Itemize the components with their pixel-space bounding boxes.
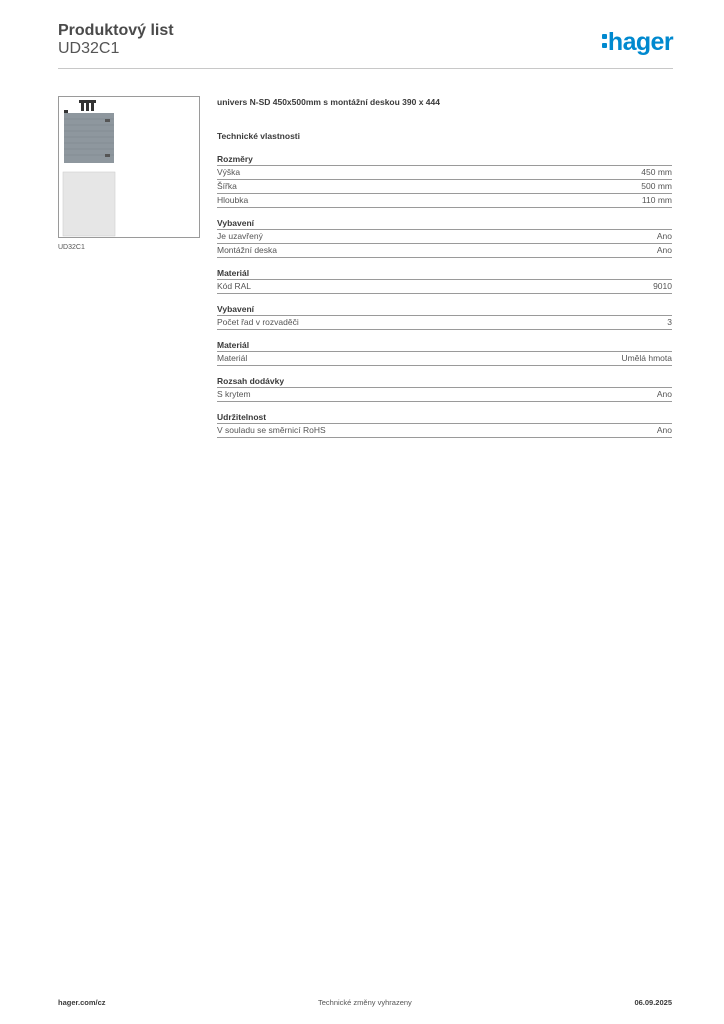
spec-value: 9010 bbox=[653, 281, 672, 291]
spec-label: Kód RAL bbox=[217, 281, 252, 291]
spec-group-dimensions bbox=[217, 153, 672, 208]
spec-label: Materiál bbox=[217, 353, 248, 363]
logo-dots-icon bbox=[602, 28, 607, 50]
header-divider bbox=[58, 68, 673, 69]
spec-row-depth bbox=[217, 194, 672, 208]
spec-value: Ano bbox=[656, 389, 672, 399]
spec-value: Ano bbox=[656, 425, 672, 435]
spec-group-title: Udržitelnost bbox=[217, 411, 672, 424]
logo-text: hager bbox=[607, 28, 673, 56]
technical-properties-heading: Technické vlastnosti bbox=[217, 131, 300, 141]
footer-date: 06.09.2025 bbox=[634, 998, 672, 1007]
page-header bbox=[58, 20, 673, 70]
spec-row-mounting-plate bbox=[217, 244, 672, 258]
spec-value: 3 bbox=[667, 317, 672, 327]
hager-logo bbox=[602, 28, 673, 57]
spec-label: V souladu se směrnicí RoHS bbox=[217, 425, 326, 435]
spec-group-title: Rozměry bbox=[217, 153, 672, 166]
spec-group-title: Materiál bbox=[217, 267, 672, 280]
spec-label: Montážní deska bbox=[217, 245, 278, 255]
spec-value: Ano bbox=[656, 245, 672, 255]
enclosure-illustration bbox=[59, 97, 199, 237]
spec-row-with-cover bbox=[217, 388, 672, 402]
spec-group-material-ral bbox=[217, 267, 672, 294]
product-image-caption: UD32C1 bbox=[58, 244, 85, 251]
spec-value: Umělá hmota bbox=[621, 353, 672, 363]
document-title: Produktový list bbox=[58, 22, 174, 39]
spec-group-title: Vybavení bbox=[217, 303, 672, 316]
spec-group-equipment bbox=[217, 217, 672, 258]
spec-group-title: Rozsah dodávky bbox=[217, 375, 672, 388]
spec-value: 450 mm bbox=[641, 167, 672, 177]
spec-row-width bbox=[217, 180, 672, 194]
spec-group-material bbox=[217, 339, 672, 366]
spec-label: Počet řad v rozvaděči bbox=[217, 317, 299, 327]
spec-label: Šířka bbox=[217, 181, 237, 191]
spec-group-sustainability bbox=[217, 411, 672, 438]
spec-label: S krytem bbox=[217, 389, 251, 399]
product-image bbox=[58, 96, 200, 238]
spec-group-equipment-rows bbox=[217, 303, 672, 330]
spec-label: Hloubka bbox=[217, 195, 249, 205]
product-name: univers N-SD 450x500mm s montážní deskou 390 x 444 bbox=[217, 97, 440, 107]
spec-row-rohs bbox=[217, 424, 672, 438]
product-details bbox=[217, 96, 672, 438]
spec-value: 110 mm bbox=[641, 195, 672, 205]
spec-group-title: Vybavení bbox=[217, 217, 672, 230]
spec-row-row-count bbox=[217, 316, 672, 330]
spec-row-material bbox=[217, 352, 672, 366]
footer-website-link[interactable]: hager.com/cz bbox=[58, 998, 106, 1007]
product-code: UD32C1 bbox=[58, 40, 120, 57]
spec-row-closed bbox=[217, 230, 672, 244]
spec-group-title: Materiál bbox=[217, 339, 672, 352]
spec-group-delivery-scope bbox=[217, 375, 672, 402]
spec-row-height bbox=[217, 166, 672, 180]
spec-label: Je uzavřený bbox=[217, 231, 263, 241]
spec-row-ral-code bbox=[217, 280, 672, 294]
spec-value: Ano bbox=[656, 231, 672, 241]
footer-notice: Technické změny vyhrazeny bbox=[318, 998, 412, 1007]
spec-value: 500 mm bbox=[641, 181, 672, 191]
spec-label: Výška bbox=[217, 167, 241, 177]
